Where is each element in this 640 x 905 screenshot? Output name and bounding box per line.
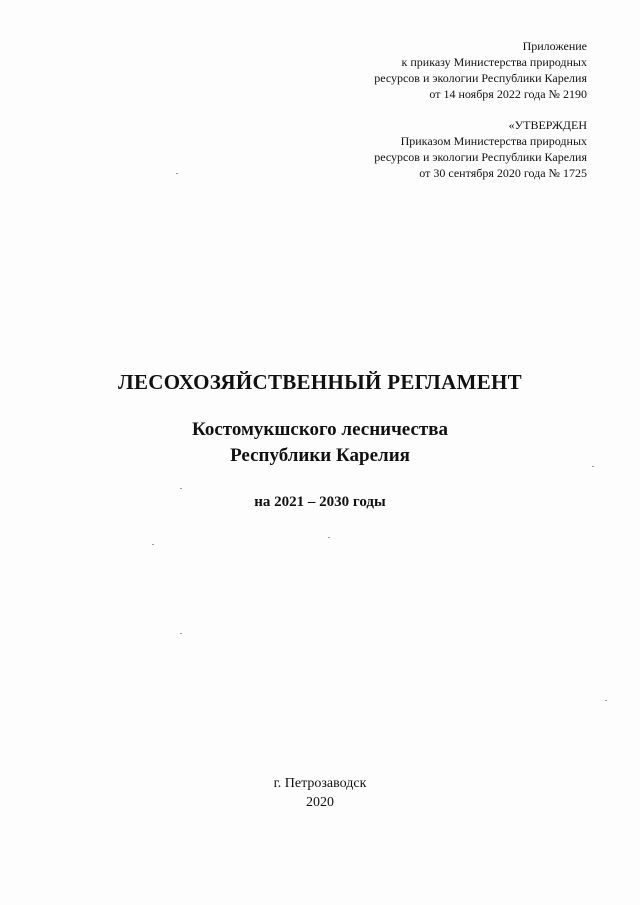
appendix-line: Приложение — [522, 39, 587, 53]
document-subtitle-line1: Костомукшского лесничества — [191, 419, 448, 440]
scan-speck — [180, 488, 182, 489]
appendix-line: ресурсов и экологии Республики Карелия — [374, 71, 587, 85]
appendix-line: от 14 ноября 2022 года № 2190 — [429, 87, 587, 101]
approval-line: Приказом Министерства природных — [400, 134, 587, 148]
document-subtitle-line2: Республики Карелия — [230, 445, 410, 466]
approval-line: «УТВЕРЖДЕН — [508, 118, 587, 132]
scan-speck — [605, 700, 607, 701]
document-title: ЛЕСОХОЗЯЙСТВЕННЫЙ РЕГЛАМЕНТ — [118, 370, 522, 394]
document-period: на 2021 – 2030 годы — [254, 494, 386, 510]
approval-line: от 30 сентября 2020 года № 1725 — [419, 166, 587, 180]
scan-speck — [180, 633, 182, 634]
approval-line: ресурсов и экологии Республики Карелия — [374, 150, 587, 164]
appendix-note — [374, 38, 587, 102]
scan-speck — [176, 173, 178, 174]
footer-city: г. Петрозаводск — [273, 776, 367, 791]
approval-note — [374, 117, 587, 181]
scan-speck — [328, 537, 330, 538]
footer-year: 2020 — [306, 795, 334, 810]
appendix-line: к приказу Министерства природных — [401, 55, 587, 69]
scan-speck — [152, 544, 154, 545]
scan-speck — [592, 466, 594, 467]
